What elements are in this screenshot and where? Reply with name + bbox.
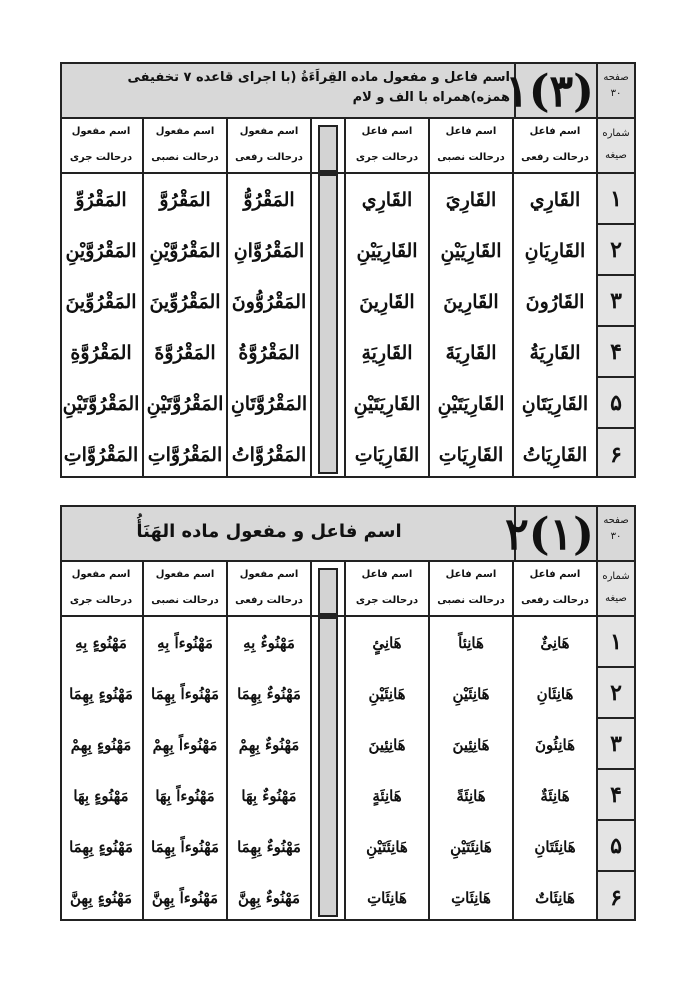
word-cell: مَهْنُوءاً بِهِ [157,633,213,652]
word-cell: القَارِيَاتِ [438,443,504,466]
word-cell: مَهْنُوءٌ بِهِمَا [237,837,301,856]
column-mf_nasb [142,617,226,919]
number-column [596,174,634,476]
page-box [596,64,634,117]
row-number: ۴ [598,770,634,821]
word-cell: المَقْرُوَّتَيْنِ [146,392,224,415]
column-header-number: شماره صیغه [596,562,634,615]
word-cell: مَهْنُوءٌ بِهِ [243,633,295,652]
word-cell: القَارِيَ [445,188,497,211]
word-cell: مَهْنُوءاً بِهِمَا [151,837,219,856]
word-cell: هَانِئَاتٌ [535,888,575,907]
row-number: ۶ [610,441,622,468]
word-cell: مَهْنُوءٍ بِهَا [73,786,129,805]
column-fa_jar [344,174,428,476]
word-cell: القَارِيَةَ [445,341,497,364]
word-cell: المَقْرُوِّينَ [149,290,221,313]
word-cell: القَارِينَ [359,290,415,313]
row-number: ۳ [598,719,634,770]
lesson-number: (۱)۲ [505,509,594,560]
word-cell: المَقْرُوُّونَ [231,290,307,313]
word-cell: هَانِئَاتِ [367,888,407,907]
word-cell: القَارِيَاتِ [354,443,420,466]
word-cell: مَهْنُوءٍ بِهِمْ [70,735,132,754]
word-cell: المَقْرُوَّتَيْنِ [62,392,140,415]
column-header-mf_jar: اسم مفعول درحالت جری [69,126,133,163]
page-number: ۳۰ [610,88,622,99]
word-cell: القَارِي [529,188,581,211]
word-cell: مَهْنُوءٌ بِهِنَّ [238,888,301,907]
column-mf_jar [60,617,142,919]
word-cell: المَقْرُوَّيْنِ [149,239,221,262]
word-cell: مَهْنُوءٍ بِهِمَا [69,837,133,856]
word-cell: مَهْنُوءٌ بِهِمَا [237,684,301,703]
row-number: ۱ [598,174,634,225]
word-cell: القَارِيَيْنِ [356,239,418,262]
word-cell: القَارِيَتَانِ [521,392,589,415]
word-cell: المَقْرُوَّةُ [238,341,300,364]
column-header-mf_raf: اسم مفعول درحالت رفعی [226,119,310,172]
column-fa_jar [344,617,428,919]
word-cell: القَارِيَةُ [529,341,581,364]
word-cell: المَقْرُوِّينَ [65,290,137,313]
column-header-fa_raf: اسم فاعل درحالت رفعی [512,119,596,172]
word-cell: المَقْرُوَّةَ [154,341,216,364]
column-header-mf_nasb: اسم مفعول درحالت نصبی [142,119,226,172]
table-hanaa [60,505,636,921]
column-header-number: شماره صیغه [596,119,634,172]
separator-column [310,562,344,615]
word-cell: هَانِئِينَ [368,735,406,754]
row-number: ۵ [598,378,634,429]
word-cell: هَانِئَيْنِ [452,684,490,703]
column-header-mf_raf: اسم مفعول درحالت رفعی [226,562,310,615]
word-cell: القَارِيَةِ [361,341,413,364]
word-cell: القَارِي [361,188,413,211]
row-number: ۵ [598,821,634,872]
separator-column [310,174,344,476]
row-number: ۱ [598,617,634,668]
word-cell: هَانِئُونَ [535,735,575,754]
column-header-fa_nasb: اسم فاعل درحالت نصبی [428,119,512,172]
column-fa_raf [512,174,596,476]
word-cell: هَانِئَيْنِ [368,684,406,703]
word-cell: مَهْنُوءاً بِهِنَّ [151,888,219,907]
word-cell: القَارِيَيْنِ [440,239,502,262]
word-cell: مَهْنُوءٍ بِهِمَا [69,684,133,703]
word-cell: المَقْرُوَّاتُ [231,443,307,466]
word-cell: هَانِئَاتِ [451,888,491,907]
word-cell: القَارُونَ [525,290,585,313]
column-fa_nasb [428,617,512,919]
word-cell: القَارِينَ [443,290,499,313]
row-number: ۴ [598,327,634,378]
word-cell: مَهْنُوءٍ بِهِ [75,633,127,652]
word-cell: مَهْنُوءاً بِهِمَا [151,684,219,703]
word-cell: المَقْرُوَّاتِ [63,443,139,466]
column-header-fa_nasb: اسم فاعل درحالت نصبی [428,562,512,615]
table-qiraa [60,62,636,478]
word-cell: القَارِيَاتُ [522,443,588,466]
table-body [62,174,634,476]
word-cell: المَقْرُوَّتَانِ [230,392,308,415]
table-title: اسم فاعل و مفعول ماده الهَنَأُ [136,521,402,542]
row-number: ۳ [598,276,634,327]
lesson-number: (۳)۱ [505,66,594,117]
word-cell: المَقْرُوَّ [159,188,211,211]
table-header [62,507,634,562]
table-title: اسم فاعل و مفعول ماده القِراَءَةُ (با اجرای قاعده ۷ تخفیفی همزه)همراه با الف و لام [127,70,510,105]
separator-column [310,617,344,919]
column-header-row [62,562,634,617]
word-cell: المَقْرُوِّ [75,188,127,211]
word-cell: هَانِئَةً [456,786,486,805]
page-label: صفحه [603,515,629,526]
word-cell: المَقْرُوُّ [243,188,295,211]
column-fa_raf [512,617,596,919]
word-cell: هَانِئَةٍ [372,786,402,805]
table-body [62,617,634,919]
word-cell: هَانِئٍ [372,633,402,652]
column-header-fa_jar: اسم فاعل درحالت جری [344,119,428,172]
column-header-fa_jar: اسم فاعل درحالت جری [344,562,428,615]
row-number: ۶ [610,884,622,911]
word-cell: هَانِئَتَيْنِ [366,837,408,856]
column-mf_raf [226,174,310,476]
column-mf_jar [60,174,142,476]
word-cell: هَانِئٌ [540,633,570,652]
column-fa_nasb [428,174,512,476]
word-cell: المَقْرُوَّانِ [233,239,305,262]
word-cell: مَهْنُوءٌ بِهِمْ [238,735,300,754]
word-cell: المَقْرُوَّيْنِ [65,239,137,262]
word-cell: هَانِئَةٌ [540,786,570,805]
word-cell: هَانِئَتَيْنِ [450,837,492,856]
row-number: ۲ [598,225,634,276]
column-header-row [62,119,634,174]
word-cell: مَهْنُوءٌ بِهَا [241,786,297,805]
table-header [62,64,634,119]
word-cell: هَانِئَانِ [536,684,574,703]
column-header-mf_jar: اسم مفعول درحالت جری [69,569,133,606]
page-box [596,507,634,560]
word-cell: مَهْنُوءاً بِهِمْ [152,735,218,754]
word-cell: هَانِئَتَانِ [534,837,576,856]
number-column [596,617,634,919]
word-cell: المَقْرُوَّةِ [70,341,132,364]
word-cell: القَارِيَتَيْنِ [353,392,421,415]
word-cell: مَهْنُوءٍ بِهِنَّ [70,888,133,907]
word-cell: مَهْنُوءاً بِهَا [155,786,215,805]
word-cell: هَانِئِينَ [452,735,490,754]
word-cell: القَارِيَانِ [524,239,586,262]
separator-column [310,119,344,172]
column-mf_nasb [142,174,226,476]
word-cell: المَقْرُوَّاتِ [147,443,223,466]
row-number: ۲ [598,668,634,719]
word-cell: هَانِئاً [458,633,484,652]
page-number: ۳۰ [610,531,622,542]
column-header-fa_raf: اسم فاعل درحالت رفعی [512,562,596,615]
column-header-mf_nasb: اسم مفعول درحالت نصبی [142,562,226,615]
column-mf_raf [226,617,310,919]
page-label: صفحه [603,72,629,83]
word-cell: القَارِيَتَيْنِ [437,392,505,415]
